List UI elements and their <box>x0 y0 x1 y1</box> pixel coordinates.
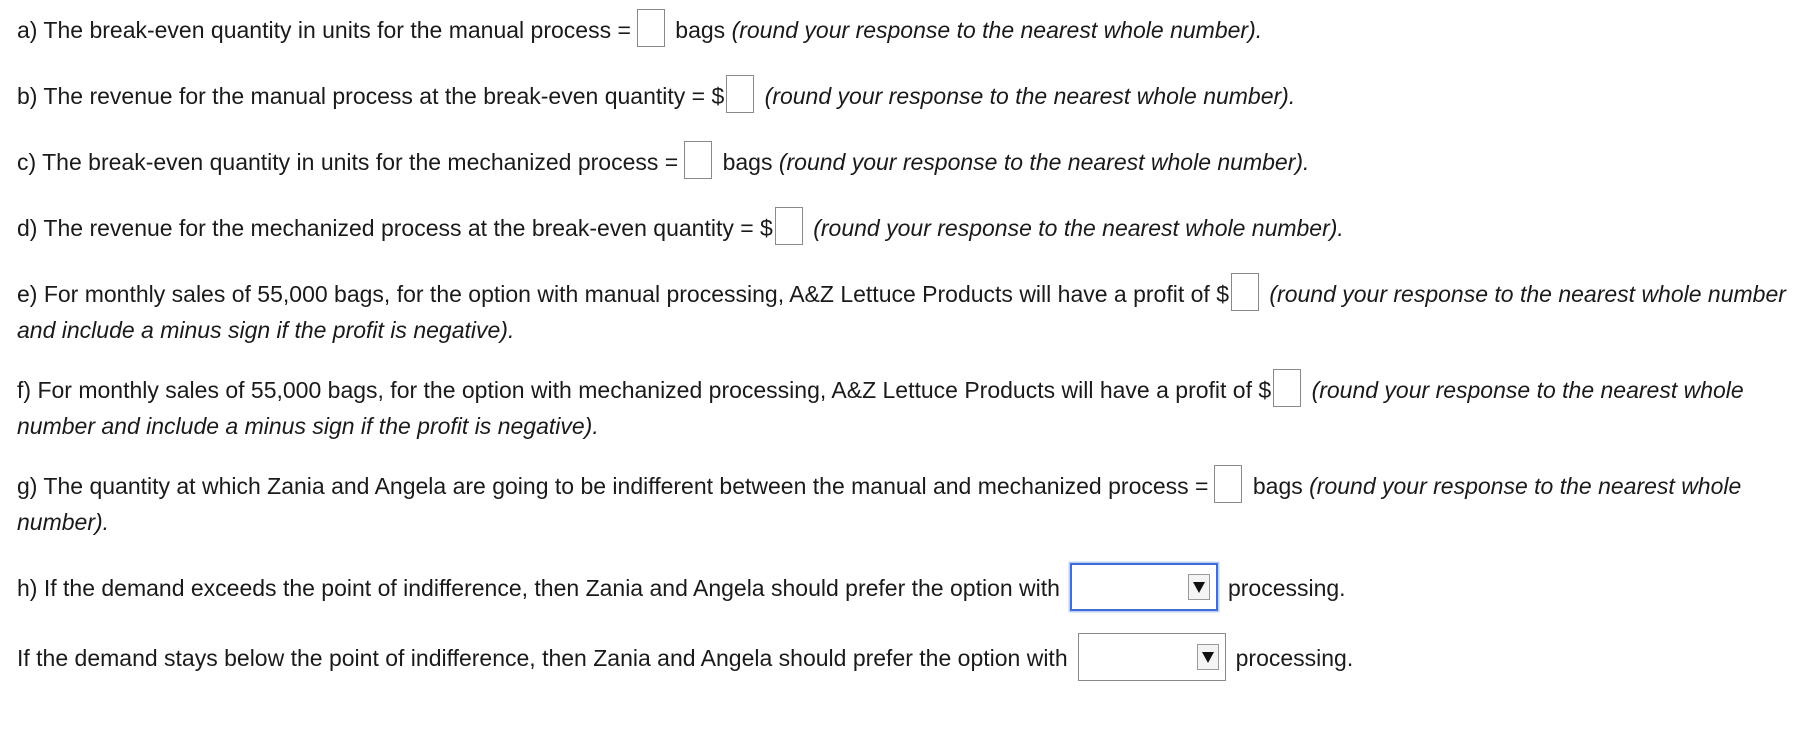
question-f-hint: (round your response to the nearest whole number and include a minus sign if the profit is negative). <box>17 377 1744 439</box>
question-c-unit: bags <box>716 149 779 175</box>
question-a-hint: (round your response to the nearest whole number). <box>731 17 1263 43</box>
answer-input-f[interactable] <box>1273 369 1301 407</box>
question-d-hint: (round your response to the nearest whole number). <box>813 215 1344 241</box>
question-c-text: c) The break-even quantity in units for the mechanized process = <box>17 149 679 175</box>
question-b-prefix: $ <box>705 83 725 109</box>
question-d-text: d) The revenue for the mechanized process at the break-even quantity = <box>17 215 754 241</box>
question-f-text: f) For monthly sales of 55,000 bags, for the option with mechanized processing, A&Z Lettuce Products will have a profit of <box>17 377 1252 403</box>
question-e <box>17 276 1790 348</box>
answer-input-e[interactable] <box>1231 273 1259 311</box>
question-e-hint: (round your response to the nearest whole number and include a minus sign if the profit is negative). <box>17 281 1786 343</box>
answer-input-b[interactable] <box>726 75 754 113</box>
question-h <box>17 564 1790 612</box>
processing-select-h[interactable] <box>1070 563 1218 611</box>
question-c-hint: (round your response to the nearest whole number). <box>778 149 1310 175</box>
question-b-hint: (round your response to the nearest whole number). <box>764 83 1296 109</box>
question-g-hint: (round your response to the nearest whole number). <box>17 473 1742 535</box>
question-f <box>17 372 1790 444</box>
processing-select-i[interactable] <box>1078 633 1226 681</box>
triangle-down-icon[interactable] <box>1197 644 1219 670</box>
question-h-suffix: processing. <box>1227 575 1346 601</box>
question-f-prefix: $ <box>1251 377 1272 403</box>
question-e-prefix: $ <box>1209 281 1229 307</box>
answer-input-a[interactable] <box>637 9 665 47</box>
question-c <box>17 144 1790 180</box>
question-a <box>17 12 1790 48</box>
question-a-unit: bags <box>668 17 732 43</box>
question-i-text: If the demand stays below the point of indifference, then Zania and Angela should prefer the option with <box>17 645 1068 671</box>
question-d <box>17 210 1790 246</box>
answer-input-c[interactable] <box>684 141 712 179</box>
question-i <box>17 634 1790 682</box>
question-b <box>17 78 1790 114</box>
question-a-text: a) The break-even quantity in units for the manual process = <box>17 17 631 43</box>
answer-input-d[interactable] <box>775 207 803 245</box>
question-e-text: e) For monthly sales of 55,000 bags, for the option with manual processing, A&Z Lettuce Products will have a profit of <box>17 281 1210 307</box>
question-d-prefix: $ <box>753 215 773 241</box>
answer-input-g[interactable] <box>1214 465 1242 503</box>
question-g <box>17 468 1790 540</box>
question-i-suffix: processing. <box>1235 645 1354 671</box>
question-b-text: b) The revenue for the manual process at the break-even quantity = <box>17 83 706 109</box>
question-g-unit: bags <box>1246 473 1310 499</box>
triangle-down-icon[interactable] <box>1188 574 1210 600</box>
question-h-text: h) If the demand exceeds the point of indifference, then Zania and Angela should prefer the option with <box>17 575 1060 601</box>
question-g-text: g) The quantity at which Zania and Angela are going to be indifferent between the manual and mechanized process = <box>17 473 1209 499</box>
